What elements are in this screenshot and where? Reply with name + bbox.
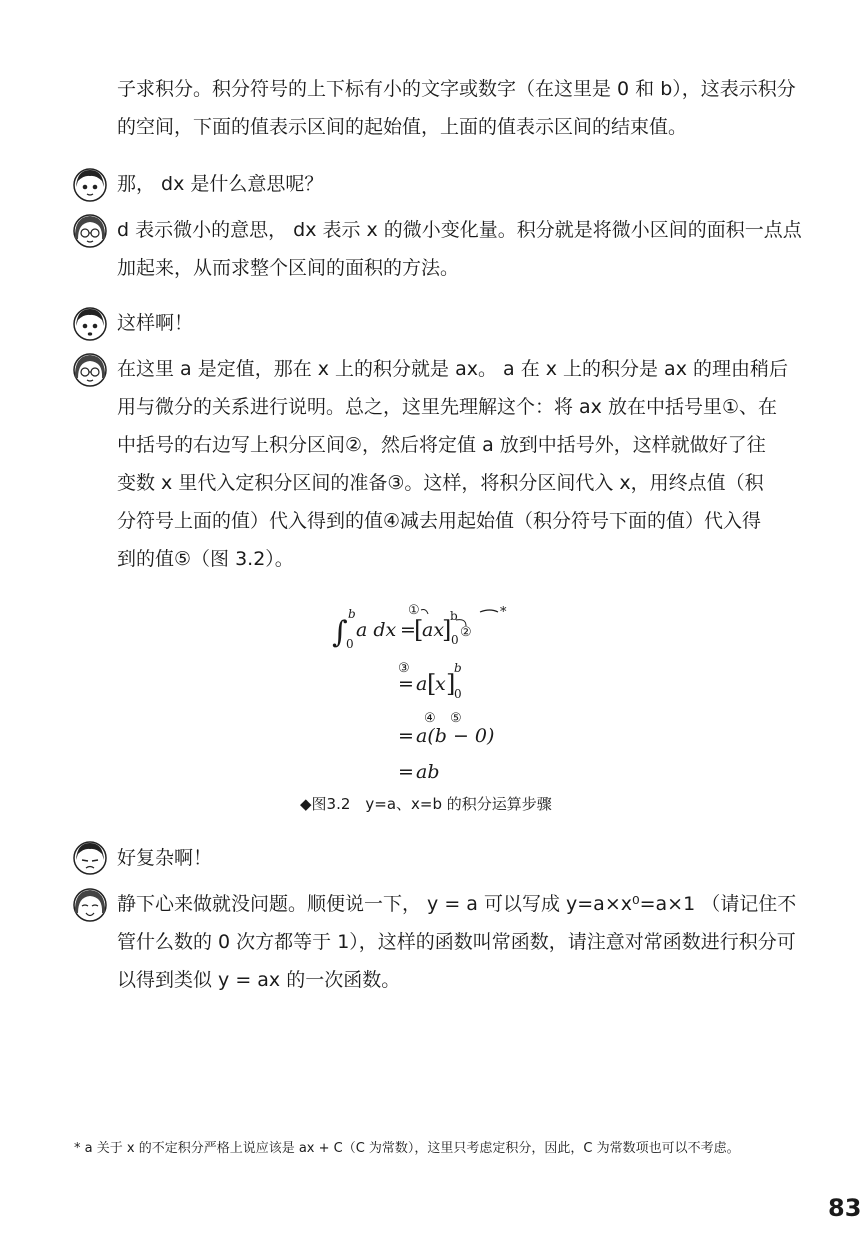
dialogue-2-line-1: d 表示微小的意思， dx 表示 x 的微小变化量。积分就是将微小区间的面积一点点 — [117, 219, 802, 241]
figure-caption: ◆图3.2 y=a、x=b 的积分运算步骤 — [300, 795, 552, 813]
line4-equals: = — [398, 761, 414, 783]
dialogue-4-line-6: 到的值⑤（图 3.2）。 — [117, 548, 294, 570]
line2-a: a — [416, 673, 428, 695]
dialogue-4 — [117, 350, 788, 578]
intro-line-1: 子求积分。积分符号的上下标有小的文字或数字（在这里是 0 和 b），这表示积分 — [117, 78, 796, 100]
teacher-avatar-icon — [72, 887, 108, 923]
integral-upper-limit: b — [348, 607, 356, 621]
dialogue-6-line-2: 管什么数的 0 次方都等于 1），这样的函数叫常函数，请注意对常函数进行积分可 — [117, 931, 796, 953]
intro-paragraph — [117, 70, 796, 146]
bracket-lower-limit: 0 — [451, 633, 459, 647]
teacher-avatar-icon — [72, 213, 108, 249]
marker-5: ⑤ — [450, 711, 462, 726]
intro-line-2: 的空间，下面的值表示区间的起始值，上面的值表示区间的结束值。 — [117, 116, 688, 138]
girl-avatar-icon — [72, 840, 108, 876]
dialogue-6-line-3: 以得到类似 y = ax 的一次函数。 — [117, 969, 401, 991]
bracket-left: [ — [414, 616, 424, 644]
dialogue-6 — [117, 885, 796, 999]
equals-sign: = — [400, 619, 416, 641]
dialogue-3-line-1: 这样啊！ — [117, 312, 194, 334]
line3-body: a(b − 0) — [416, 725, 495, 747]
dialogue-4-line-1: 在这里 a 是定值，那在 x 上的积分就是 ax。 a 在 x 上的积分是 ax 的理由稍后 — [117, 358, 788, 380]
marker-4: ④ — [424, 711, 436, 726]
integrand: a dx — [356, 619, 397, 641]
line2-bracket: [ — [427, 670, 437, 698]
dialogue-3 — [117, 304, 193, 342]
dialogue-1 — [117, 165, 323, 203]
line3-equals: = — [398, 725, 414, 747]
dialogue-1-line-1: 那， dx 是什么意思呢？ — [117, 173, 324, 195]
bracket-upper-limit: b — [450, 609, 458, 623]
integral-lower-limit: 0 — [346, 637, 354, 651]
dialogue-6-line-1: 静下心来做就没问题。顺便说一下， y = a 可以写成 y=a×x⁰=a×1 （请记住不 — [117, 893, 797, 915]
line2-lower-limit: 0 — [454, 687, 462, 701]
marker-3: ③ — [398, 661, 410, 676]
marker-1: ① — [408, 603, 420, 618]
line4-body: ab — [416, 761, 440, 783]
marker-1-arrow — [421, 610, 428, 615]
teacher-avatar-icon — [72, 352, 108, 388]
dialogue-5 — [117, 839, 212, 877]
line2-bracket-close: ] — [446, 670, 456, 698]
integral-sign: ∫ — [332, 615, 348, 650]
dialogue-4-line-4: 变数 x 里代入定积分区间的准备③。这样，将积分区间代入 x，用终点值（积 — [117, 472, 764, 494]
asterisk-arrow — [480, 610, 498, 612]
girl-avatar-icon — [72, 306, 108, 342]
line2-upper-limit: b — [454, 661, 462, 675]
asterisk-mark: * — [500, 605, 507, 620]
dialogue-4-line-3: 中括号的右边写上积分区间②，然后将定值 a 放到中括号外，这样就做好了往 — [117, 434, 766, 456]
dialogue-5-line-1: 好复杂啊！ — [117, 847, 213, 869]
footnote: * a 关于 x 的不定积分严格上说应该是 ax + C（C 为常数），这里只考虑定积分，因此，C 为常数项也可以不考虑。 — [74, 1141, 740, 1156]
dialogue-4-line-2: 用与微分的关系进行说明。总之，这里先理解这个：将 ax 放在中括号里①、在 — [117, 396, 778, 418]
line2-x: x — [435, 673, 446, 695]
integral-formula — [330, 598, 530, 788]
dialogue-4-line-5: 分符号上面的值）代入得到的值④减去用起始值（积分符号下面的值）代入得 — [117, 510, 762, 532]
dialogue-2 — [117, 211, 802, 287]
bracket-content: ax — [422, 619, 445, 641]
dialogue-2-line-2: 加起来，从而求整个区间的面积的方法。 — [117, 257, 460, 279]
girl-avatar-icon — [72, 167, 108, 203]
bracket-right: ] — [442, 616, 452, 644]
marker-2: ② — [460, 625, 472, 640]
line2-equals: = — [398, 673, 414, 695]
page-number: 83 — [828, 1194, 861, 1222]
